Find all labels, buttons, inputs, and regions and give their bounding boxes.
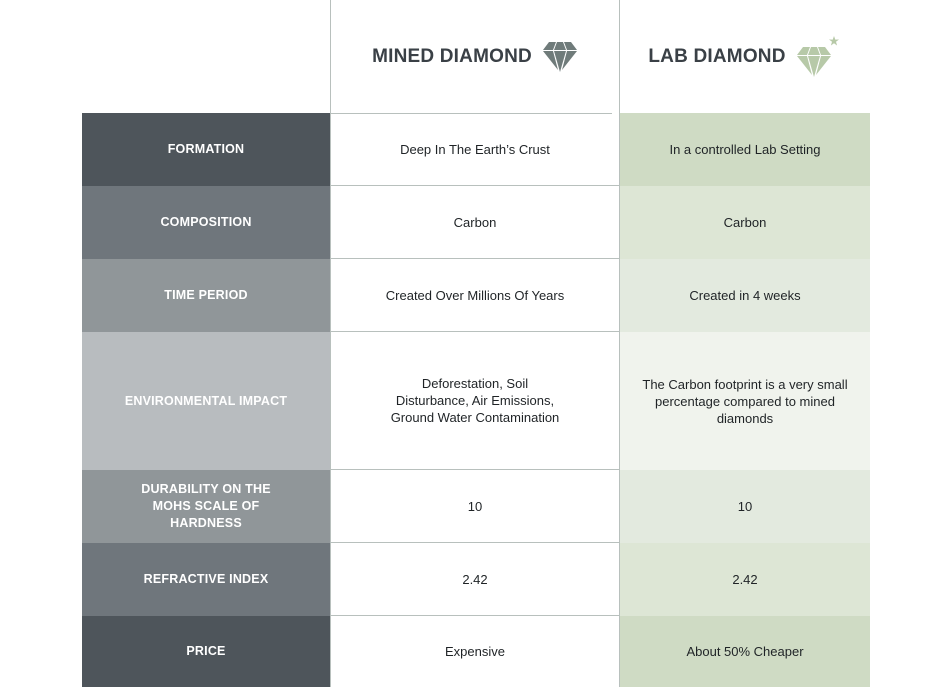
lab-diamond-title: LAB DIAMOND [648,45,786,67]
label-refractive-index: REFRACTIVE INDEX [82,543,330,616]
row-composition [82,186,870,259]
label-price: PRICE [82,616,330,687]
row-environmental-impact [82,332,870,470]
mined-composition: Carbon [330,186,620,259]
lab-refractive-index: 2.42 [620,543,870,616]
mined-refractive-index: 2.42 [330,543,620,616]
lab-durability: 10 [620,470,870,543]
lab-environmental-impact: The Carbon footprint is a very small percentage compared to mined diamonds [620,332,870,470]
mined-diamond-title: MINED DIAMOND [372,45,532,67]
mined-formation: Deep In The Earth’s Crust [330,113,620,186]
label-formation: FORMATION [82,113,330,186]
label-durability: DURABILITY ON THE MOHS SCALE OF HARDNESS [82,470,330,543]
row-time-period [82,259,870,332]
lab-formation: In a controlled Lab Setting [620,113,870,186]
lab-composition: Carbon [620,186,870,259]
label-environmental-impact: ENVIRONMENTAL IMPACT [82,332,330,470]
lab-time-period: Created in 4 weeks [620,259,870,332]
label-time-period: TIME PERIOD [82,259,330,332]
row-formation [82,113,870,186]
diamond-icon [542,41,578,73]
row-durability [82,470,870,543]
lab-price: About 50% Cheaper [620,616,870,687]
lab-diamond-header [620,0,870,113]
label-composition: COMPOSITION [82,186,330,259]
mined-price: Expensive [445,644,505,659]
row-refractive-index [82,543,870,616]
mined-time-period: Created Over Millions Of Years [330,259,620,332]
diamond-sparkle-icon [796,36,842,78]
mined-environmental-impact: Deforestation, Soil Disturbance, Air Emissions, Ground Water Contamination [330,332,620,470]
mined-durability: 10 [330,470,620,543]
row-price [82,616,870,687]
mined-diamond-header [331,0,619,113]
